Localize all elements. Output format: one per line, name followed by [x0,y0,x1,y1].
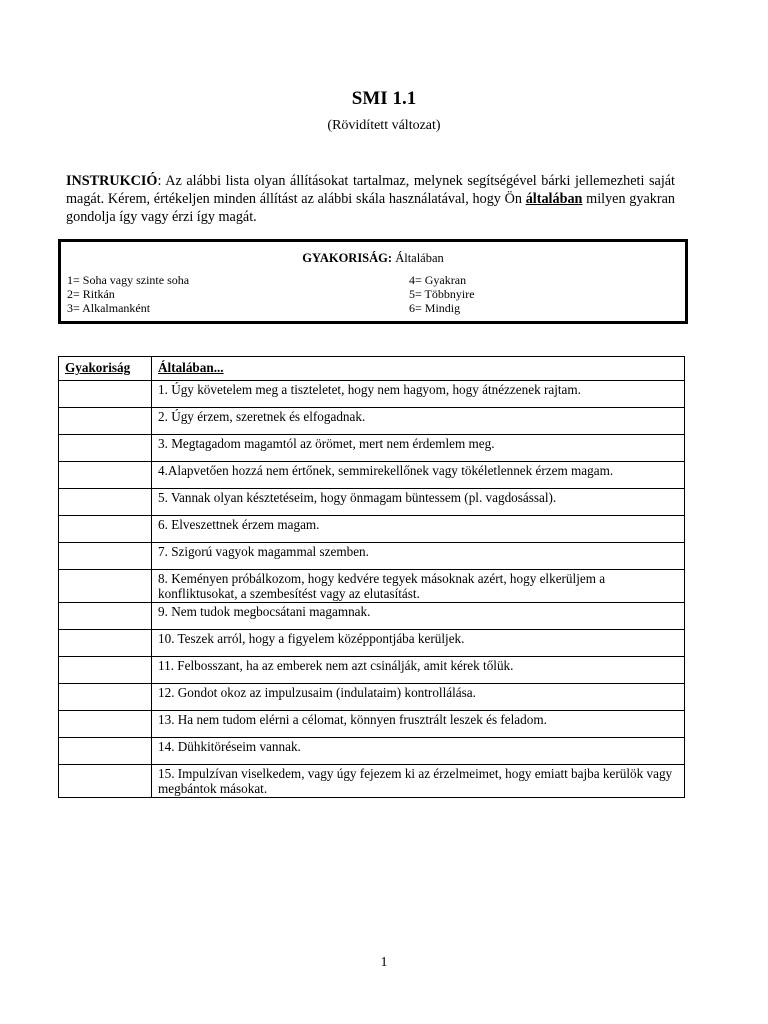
table-row [59,435,685,462]
table-row [59,462,685,489]
table-row [59,408,685,435]
table-row [59,381,685,408]
item-text: 8. Keményen próbálkozom, hogy kedvére tegyek másoknak azért, hogy elkerüljem a konfliktusokat, a szembesítést vagy az elutasítást. [152,570,685,603]
instruction-text-2: milyen gyakran gondolja így vagy érzi így magát. [66,191,675,225]
scale-column-left [67,273,189,315]
header-frequency: Gyakoriság [59,357,152,381]
table-header-row [59,357,685,381]
frequency-answer-cell[interactable] [59,630,152,657]
table-row [59,711,685,738]
scale-option-5: 5= Többnyire [409,287,475,301]
frequency-answer-cell[interactable] [59,516,152,543]
table-row [59,738,685,765]
header-generally: Általában... [152,357,685,381]
scale-column-right [409,273,475,315]
table-row [59,543,685,570]
item-text: 15. Impulzívan viselkedem, vagy úgy fejezem ki az érzelmeimet, hogy emiatt bajba kerülök vagy megbántok másokat. [152,765,685,798]
item-text: 9. Nem tudok megbocsátani magamnak. [152,603,685,630]
scale-title-rest: Általában [392,251,444,265]
scale-option-4: 4= Gyakran [409,273,467,287]
scale-option-6: 6= Mindig [409,301,461,315]
item-text: 14. Dühkitöréseim vannak. [152,738,685,765]
frequency-answer-cell[interactable] [59,603,152,630]
item-text: 7. Szigorú vagyok magammal szemben. [152,543,685,570]
table-row [59,570,685,603]
table-row [59,603,685,630]
frequency-answer-cell[interactable] [59,381,152,408]
frequency-answer-cell[interactable] [59,489,152,516]
table-row [59,765,685,798]
frequency-scale-box [58,239,688,324]
frequency-answer-cell[interactable] [59,462,152,489]
frequency-answer-cell[interactable] [59,657,152,684]
item-text: 12. Gondot okoz az impulzusaim (indulataim) kontrollálása. [152,684,685,711]
scale-title [61,251,685,266]
item-text: 3. Megtagadom magamtól az örömet, mert nem érdemlem meg. [152,435,685,462]
frequency-answer-cell[interactable] [59,435,152,462]
questionnaire-table [58,356,685,798]
instruction-label: INSTRUKCIÓ [66,173,158,189]
item-text: 1. Úgy követelem meg a tiszteletet, hogy nem hagyom, hogy átnézzenek rajtam. [152,381,685,408]
instruction-paragraph [66,172,675,226]
table-row [59,630,685,657]
frequency-answer-cell[interactable] [59,711,152,738]
frequency-answer-cell[interactable] [59,684,152,711]
page-title: SMI 1.1 [351,88,417,109]
table-row [59,516,685,543]
item-text: 13. Ha nem tudom elérni a célomat, könnyen frusztrált leszek és feladom. [152,711,685,738]
item-text: 10. Teszek arról, hogy a figyelem középpontjába kerüljek. [152,630,685,657]
item-text: 4.Alapvetően hozzá nem értőnek, semmirekellőnek vagy tökéletlennek érzem magam. [152,462,685,489]
scale-option-3: 3= Alkalmanként [67,301,151,315]
frequency-answer-cell[interactable] [59,765,152,798]
item-text: 5. Vannak olyan késztetéseim, hogy önmagam büntessem (pl. vagdosással). [152,489,685,516]
scale-option-2: 2= Ritkán [67,287,115,301]
table-row [59,657,685,684]
table-row [59,489,685,516]
page-subtitle: (Rövidített változat) [327,118,441,133]
page-number: 1 [380,955,388,970]
scale-title-bold: GYAKORISÁG: [302,251,393,265]
frequency-answer-cell[interactable] [59,408,152,435]
table-row [59,684,685,711]
scale-option-1: 1= Soha vagy szinte soha [67,273,190,287]
instruction-text-1: : Az alábbi lista olyan állításokat tartalmaz, melynek segítségével bárki jellemezheti saját magát. Kérem, értékeljen minden állítást az alábbi skála használatával, hogy Ön [66,173,675,207]
frequency-answer-cell[interactable] [59,543,152,570]
frequency-answer-cell[interactable] [59,738,152,765]
instruction-emphasis: általában [525,191,583,207]
item-text: 2. Úgy érzem, szeretnek és elfogadnak. [152,408,685,435]
frequency-answer-cell[interactable] [59,570,152,603]
item-text: 11. Felbosszant, ha az emberek nem azt csinálják, amit kérek tőlük. [152,657,685,684]
item-text: 6. Elveszettnek érzem magam. [152,516,685,543]
